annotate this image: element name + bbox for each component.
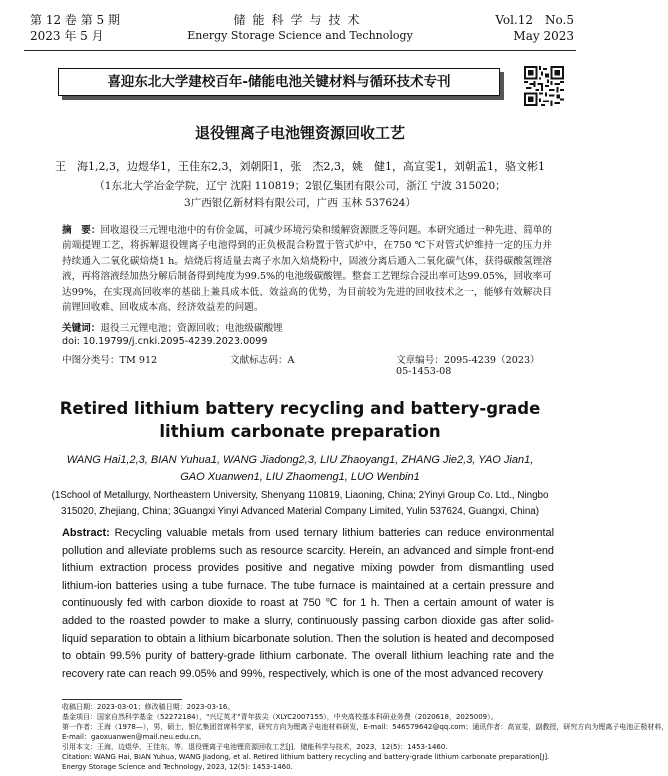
volume-issue-cn: 第 12 卷 第 5 期 bbox=[30, 13, 120, 27]
affiliations-en bbox=[44, 488, 556, 520]
keywords-cn-label: 关键词： bbox=[62, 323, 101, 334]
abstract-en bbox=[62, 525, 554, 683]
footnote-cite-en-1: Citation: WANG Hai, BIAN Yuhua, WANG Jiadong, et al. Retired lithium battery recycling and battery-grade lithium carbonate preparation[J]. bbox=[62, 753, 550, 761]
document-code: 文献标志码：A bbox=[230, 355, 295, 366]
header-center bbox=[24, 12, 576, 44]
keywords-cn-text: 退役三元锂电池；资源回收；电池级碳酸锂 bbox=[100, 323, 283, 334]
keywords-cn bbox=[62, 320, 283, 334]
footnote-cite-cn: 引用本文：王海，边煜华，王佳东，等．退役锂离子电池锂资源回收工艺[J]．储能科学与技术，2023，12(5)：1453-1460. bbox=[62, 743, 448, 751]
footnote-cite-en-2: Energy Storage Science and Technology, 2023, 12(5): 1453-1460. bbox=[62, 763, 293, 771]
header-rule bbox=[24, 50, 576, 51]
footnote-rule bbox=[62, 699, 182, 700]
footnote-author-email: E-mail：gaoxuanwen@mail.neu.edu.cn。 bbox=[62, 733, 206, 741]
affiliation-cn-line-1: （1东北大学冶金学院，辽宁 沈阳 110819；2银亿集团有限公司，浙江 宁波 315020； bbox=[94, 180, 506, 192]
date-en: May 2023 bbox=[513, 29, 574, 43]
classification-line bbox=[62, 352, 552, 377]
clc-number: 中图分类号：TM 912 bbox=[62, 355, 158, 366]
abstract-cn-text: 回收退役三元锂电池中的有价金属，可减少环境污染和缓解资源匮乏等问题。本研究通过一种先进、简单的前端提锂工艺，将拆解退役锂离子电池得到的正负极混合粉置于管式炉中，在750 ℃下对管式炉维持一定的压力并持续通入二氧化碳焙烧1 h。焙烧后将适量去离子水加入焙烧粉中，固液分离后通入二氧化碳气体，获得碳酸氢锂溶液，再将溶液经加热分解后制备得到纯度为99.5%的电池级碳酸锂。整套工艺锂综合浸出率可达99.05%，回收率可达99%，在实现高回收率的基础上兼具成本低、效益高的优势，为目前较为先进的回收技术之一，能够有效解决目前锂回收难、回收成本高、经济效益差的问题。 bbox=[62, 225, 553, 314]
affiliation-en-line-1: (1School of Metallurgy, Northeastern University, Shenyang 110819, Liaoning, China; 2Yinyi Group Co. Ltd., Ningbo bbox=[51, 490, 549, 501]
footnote-fund: 基金项目：国家自然科学基金（52272184），"兴辽英才"青年拔尖（XLYC2007155），中央高校基本科研业务费（2020618，2025009）。 bbox=[62, 713, 498, 721]
qr-code-icon bbox=[524, 66, 564, 106]
affiliations-cn bbox=[40, 178, 560, 212]
journal-name-en: Energy Storage Science and Technology bbox=[187, 29, 413, 42]
article-title-cn: 退役锂离子电池锂资源回收工艺 bbox=[194, 124, 405, 142]
authors-en-line-2: GAO Xuanwen1, LIU Zhaomeng1, LUO Wenbin1 bbox=[180, 471, 420, 483]
doi: doi: 10.19799/j.cnki.2095-4239.2023.0099 bbox=[62, 336, 268, 347]
footnote-received: 收稿日期：2023-03-01；修改稿日期：2023-03-16。 bbox=[62, 703, 235, 711]
special-issue-banner: 喜迎东北大学建校百年-储能电池关键材料与循环技术专刊 bbox=[58, 68, 500, 96]
journal-name-cn: 储能科学与技术 bbox=[233, 13, 367, 27]
running-header bbox=[24, 12, 576, 48]
footnotes bbox=[62, 702, 668, 772]
article-title-en: Retired lithium battery recycling and battery-grade lithium carbonate preparation bbox=[59, 399, 541, 441]
authors-en-line-1: WANG Hai1,2,3, BIAN Yuhua1, WANG Jiadong2,3, LIU Zhaoyang1, ZHANG Jie2,3, YAO Jian1, bbox=[66, 454, 534, 466]
authors-cn: 王 海1,2,3，边煜华1，王佳东2,3，刘朝阳1，张 杰2,3，姚 健1，高宣雯1，刘朝孟1，骆文彬1 bbox=[55, 160, 545, 173]
affiliation-cn-line-2: 3广西银亿新材料有限公司，广西 玉林 537624） bbox=[184, 197, 416, 209]
authors-en bbox=[50, 452, 550, 486]
header-right bbox=[495, 12, 574, 44]
affiliation-en-line-2: 315020, Zhejiang, China; 3Guangxi Yinyi Advanced Material Company Limited, Yulin 537624, Guangxi, China) bbox=[61, 506, 539, 517]
abstract-cn bbox=[62, 223, 552, 315]
abstract-en-text: Recycling valuable metals from used ternary lithium batteries can reduce environmental pollution and alleviate problems such as resource scarcity. Herein, an advanced and simple front-end lithium extraction process provides positive and negative mixing powder from dismantling used lithium-ion batteries using a tube furnace. The tube furnace is maintained at a certain pressure and continuously fed with carbon dioxide to roast at 750 ℃ for 1 h. Then a certain amount of water is added to the roasted powder to make a slurry, continuously passing carbon dioxide gas after solid-liquid separation to obtain a lithium bicarbonate solution. Then the solution is heated and decomposed to obtain 99.5% purity of battery-grade lithium carbonate. The overall lithium leaching rate and the recovery rate can reach 99.05% and 99%, respectively, which is one of the most advanced recovery bbox=[62, 527, 554, 680]
footnote-author: 第一作者：王海（1978—），男，硕士，银亿集团首席科学家，研究方向为锂离子电池材料研发，E-mail：546579642@qq.com；通讯作者：高宣雯，副教授，研究方向为锂离子电池正极材料， bbox=[62, 723, 668, 731]
article-number: 文章编号：2095-4239（2023）05-1453-08 bbox=[396, 355, 540, 377]
volume-issue-en: Vol.12 No.5 bbox=[495, 13, 574, 27]
abstract-cn-label: 摘 要： bbox=[62, 225, 101, 236]
date-cn: 2023 年 5 月 bbox=[30, 29, 104, 43]
abstract-en-label: Abstract: bbox=[62, 527, 110, 539]
